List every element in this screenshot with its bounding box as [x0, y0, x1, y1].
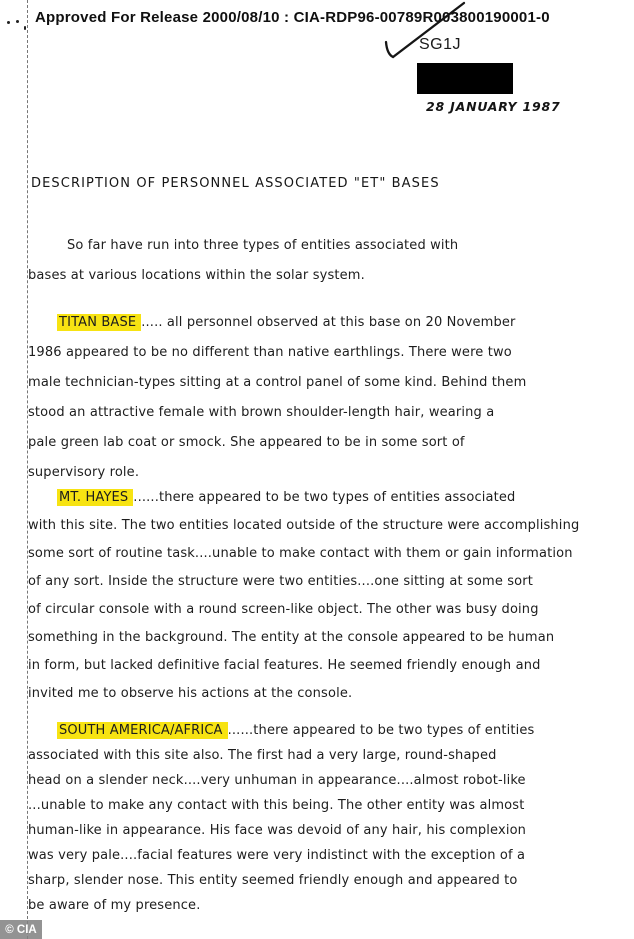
section-line: associated with this site also. The first had a very large, round-shaped	[28, 748, 497, 763]
section-line: head on a slender neck....very unhuman in appearance....almost robot-like	[28, 773, 526, 788]
section-line: of any sort. Inside the structure were two entities....one sitting at some sort	[28, 574, 534, 589]
section-line: something in the background. The entity at the console appeared to be human	[28, 630, 555, 645]
section-line: was very pale....facial features were very indistinct with the exception of a	[28, 848, 526, 863]
section-first-line-text: ......there appeared to be two types of entities associated	[133, 490, 516, 505]
section-first-line-text: ......there appeared to be two types of entities	[227, 723, 535, 738]
section-titan-base	[28, 308, 630, 488]
section-line: 1986 appeared to be no different than native earthlings. There were two	[28, 345, 512, 360]
section-line: in form, but lacked definitive facial features. He seemed friendly enough and	[28, 658, 541, 673]
page-title: DESCRIPTION OF PERSONNEL ASSOCIATED "ET" BASES	[31, 176, 440, 191]
date-stamp: 28 JANUARY 1987	[426, 99, 561, 114]
section-first-line	[28, 718, 630, 743]
section-label-highlight: TITAN BASE	[57, 314, 141, 331]
section-mt-hayes	[28, 484, 630, 708]
redaction-box	[417, 63, 513, 94]
section-line: male technician-types sitting at a control panel of some kind. Behind them	[28, 375, 527, 390]
section-first-line-text: ..... all personnel observed at this base on 20 November	[141, 315, 516, 330]
section-line: pale green lab coat or smock. She appeared to be in some sort of	[28, 435, 465, 450]
section-label-highlight: MT. HAYES	[57, 489, 133, 506]
section-line: with this site. The two entities located outside of the structure were accomplishing	[28, 518, 580, 533]
intro-paragraph	[28, 231, 628, 291]
section-line: ...unable to make any contact with this being. The other entity was almost	[28, 798, 525, 813]
handwritten-checkmark-icon	[0, 0, 634, 70]
watermark-text: © CIA	[5, 923, 37, 936]
section-line: sharp, slender nose. This entity seemed friendly enough and appeared to	[28, 873, 518, 888]
section-south-america-africa	[28, 718, 630, 918]
cia-watermark	[0, 920, 42, 939]
section-line: be aware of my presence.	[28, 898, 201, 913]
section-line: supervisory role.	[28, 465, 140, 480]
section-first-line	[28, 484, 630, 512]
section-line: invited me to observe his actions at the console.	[28, 686, 353, 701]
section-line: some sort of routine task....unable to make contact with them or gain information	[28, 546, 573, 561]
intro-line: So far have run into three types of entities associated with	[67, 238, 459, 253]
routing-code: SG1J	[419, 36, 462, 53]
section-first-line	[28, 308, 630, 338]
approval-release-line: Approved For Release 2000/08/10 : CIA-RDP96-00789R003800190001-0	[35, 9, 550, 26]
section-line: human-like in appearance. His face was devoid of any hair, his complexion	[28, 823, 527, 838]
intro-line: bases at various locations within the solar system.	[28, 268, 365, 283]
section-line: stood an attractive female with brown shoulder-length hair, wearing a	[28, 405, 495, 420]
section-line: of circular console with a round screen-like object. The other was busy doing	[28, 602, 539, 617]
section-label-highlight: SOUTH AMERICA/AFRICA	[57, 722, 228, 739]
